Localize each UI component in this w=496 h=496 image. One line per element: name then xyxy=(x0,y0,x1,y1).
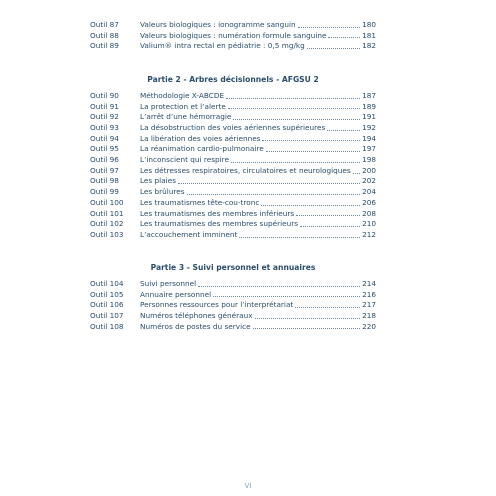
toc-leader xyxy=(226,97,360,99)
toc-page: 216 xyxy=(362,289,376,299)
toc-page: 202 xyxy=(362,176,376,186)
toc-page: 197 xyxy=(362,144,376,154)
toc-page: 218 xyxy=(362,311,376,321)
toc-title: Valeurs biologiques : numération formule sanguine xyxy=(140,30,327,40)
toc-row xyxy=(90,300,376,311)
toc-title: Les traumatismes tête-cou-tronc xyxy=(140,197,260,207)
toc-page: 200 xyxy=(362,165,376,175)
toc-title: La libération des voies aériennes xyxy=(140,133,261,143)
toc-title: Les plaies xyxy=(140,176,176,186)
toc-title: Numéros téléphones généraux xyxy=(140,311,253,321)
toc-page: 210 xyxy=(362,219,376,229)
toc-title: Les traumatismes des membres inférieurs xyxy=(140,208,295,218)
toc-title: Les traumatismes des membres supérieurs xyxy=(140,219,299,229)
toc-row xyxy=(90,20,376,31)
page-number: VI xyxy=(244,482,252,490)
toc-row xyxy=(90,41,376,52)
toc-number: Outil 105 xyxy=(90,289,124,299)
toc-title: Personnes ressources pour l’interprétariat xyxy=(140,300,294,310)
toc-row xyxy=(90,144,376,155)
toc-leader xyxy=(307,47,360,49)
toc-row xyxy=(90,209,376,220)
toc-leader xyxy=(295,306,360,308)
toc-leader xyxy=(233,118,360,120)
toc-title: La protection et l’alerte xyxy=(140,101,226,111)
toc-number: Outil 92 xyxy=(90,112,119,122)
toc-number: Outil 104 xyxy=(90,278,124,288)
toc-number: Outil 93 xyxy=(90,123,119,133)
toc-row xyxy=(90,134,376,145)
toc-number: Outil 98 xyxy=(90,176,119,186)
toc-title: La réanimation cardio-pulmonaire xyxy=(140,144,264,154)
toc-leader xyxy=(228,107,360,109)
toc-leader xyxy=(353,172,360,174)
toc-leader xyxy=(261,204,360,206)
toc-number: Outil 99 xyxy=(90,187,119,197)
toc-row xyxy=(90,91,376,102)
toc-title: Méthodologie X-ABCDE xyxy=(140,90,225,100)
toc-leader xyxy=(296,214,360,216)
toc-page: 180 xyxy=(362,19,376,29)
toc-leader xyxy=(213,295,360,297)
toc-row xyxy=(90,219,376,230)
toc-leader xyxy=(266,150,360,152)
toc-part2 xyxy=(90,91,376,241)
toc-row xyxy=(90,123,376,134)
toc-page: 181 xyxy=(362,30,376,40)
toc-title: La désobstruction des voies aériennes supérieures xyxy=(140,123,326,133)
toc-page: 212 xyxy=(362,229,376,239)
toc-row xyxy=(90,230,376,241)
toc-number: Outil 102 xyxy=(90,219,124,229)
toc-row xyxy=(90,31,376,42)
toc-number: Outil 100 xyxy=(90,197,124,207)
toc-leader xyxy=(327,129,360,131)
toc-title: L’inconscient qui respire xyxy=(140,155,229,165)
toc-leader xyxy=(262,139,360,141)
toc-row xyxy=(90,290,376,301)
section-heading-part2: Partie 2 - Arbres décisionnels - AFGSU 2 xyxy=(147,75,319,84)
toc-number: Outil 103 xyxy=(90,229,124,239)
toc-title: Valeurs biologiques : ionogramme sanguin xyxy=(140,19,296,29)
toc-leader xyxy=(300,225,360,227)
toc-number: Outil 94 xyxy=(90,133,119,143)
toc-number: Outil 106 xyxy=(90,300,124,310)
toc-title: L’arrêt d’une hémorragie xyxy=(140,112,232,122)
toc-page: 182 xyxy=(362,41,376,51)
toc-page: 214 xyxy=(362,278,376,288)
toc-leader xyxy=(239,236,360,238)
toc-number: Outil 108 xyxy=(90,321,124,331)
toc-title: Les détresses respiratoires, circulatoires et neurologiques xyxy=(140,165,351,175)
toc-number: Outil 90 xyxy=(90,90,119,100)
toc-leader xyxy=(198,285,360,287)
toc-page: 204 xyxy=(362,187,376,197)
toc-leader xyxy=(328,36,360,38)
toc-part3 xyxy=(90,279,376,332)
toc-title: Les brûlures xyxy=(140,187,185,197)
toc-leader xyxy=(298,26,360,28)
toc-number: Outil 88 xyxy=(90,30,119,40)
toc-title: L’accouchement imminent xyxy=(140,229,238,239)
toc-row xyxy=(90,166,376,177)
toc-page: 194 xyxy=(362,133,376,143)
toc-number: Outil 91 xyxy=(90,101,119,111)
toc-page: 192 xyxy=(362,123,376,133)
toc-page: 208 xyxy=(362,208,376,218)
toc-leader xyxy=(178,182,360,184)
toc-leader xyxy=(187,193,360,195)
toc-number: Outil 97 xyxy=(90,165,119,175)
toc-page: 206 xyxy=(362,197,376,207)
toc-leader xyxy=(255,317,360,319)
toc-title: Valium® intra rectal en pédiatrie : 0,5 mg/kg xyxy=(140,41,305,51)
toc-title: Numéros de postes du service xyxy=(140,321,251,331)
toc-number: Outil 95 xyxy=(90,144,119,154)
toc-leader xyxy=(253,327,360,329)
toc-page: 217 xyxy=(362,300,376,310)
toc-number: Outil 101 xyxy=(90,208,124,218)
toc-row xyxy=(90,102,376,113)
toc-title: Annuaire personnel xyxy=(140,289,212,299)
toc-number: Outil 96 xyxy=(90,155,119,165)
toc-page: 191 xyxy=(362,112,376,122)
toc-page: 189 xyxy=(362,101,376,111)
toc-page: 198 xyxy=(362,155,376,165)
toc-leader xyxy=(231,161,360,163)
toc-page: 220 xyxy=(362,321,376,331)
toc-number: Outil 107 xyxy=(90,311,124,321)
toc-row xyxy=(90,187,376,198)
toc-row xyxy=(90,177,376,188)
toc-row xyxy=(90,198,376,209)
toc-row xyxy=(90,279,376,290)
toc-row xyxy=(90,322,376,333)
toc-part1-tail xyxy=(90,20,376,52)
toc-row xyxy=(90,112,376,123)
toc-number: Outil 87 xyxy=(90,19,119,29)
toc-title: Suivi personnel xyxy=(140,278,197,288)
toc-page: 187 xyxy=(362,90,376,100)
toc-row xyxy=(90,155,376,166)
toc-number: Outil 89 xyxy=(90,41,119,51)
toc-row xyxy=(90,311,376,322)
section-heading-part3: Partie 3 - Suivi personnel et annuaires xyxy=(150,263,316,272)
